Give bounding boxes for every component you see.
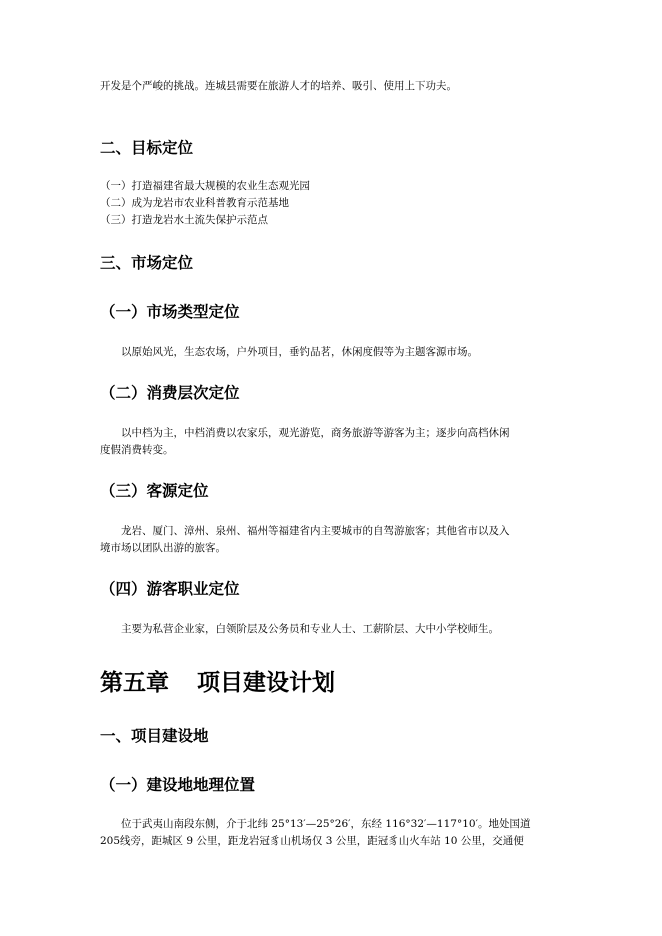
consumption-paragraph-line-1: 以中档为主，中档消费以农家乐，观光游览，商务旅游等游客为主；逐步向高档休闲 <box>121 427 510 439</box>
chapter-number: 第五章 <box>100 669 169 696</box>
section-heading-goal: 二、目标定位 <box>100 139 194 157</box>
section-heading-market: 三、市场定位 <box>100 254 194 272</box>
subheading-consumption-level: （二）消费层次定位 <box>100 384 240 402</box>
subheading-occupation: （四）游客职业定位 <box>100 580 240 598</box>
source-paragraph-line-2: 境市场以团队出游的旅客。 <box>100 542 226 554</box>
chapter-title: 项目建设计划 <box>197 669 335 696</box>
source-paragraph-line-1: 龙岩、厦门、漳州、泉州、福州等福建省内主要城市的自驾游旅客；其他省市以及入 <box>121 525 510 537</box>
goal-item-2: （二）成为龙岩市农业科普教育示范基地 <box>100 197 289 209</box>
goal-item-1: （一）打造福建省最大规模的农业生态观光园 <box>100 180 310 192</box>
market-type-paragraph: 以原始风光，生态农场，户外项目，垂钓品茗，休闲度假等为主题客源市场。 <box>121 346 478 358</box>
geo-paragraph-line-1: 位于武夷山南段东侧，介于北纬 25°13′—25°26′，东经 116°32′—117°10′。地处国道 <box>121 818 531 830</box>
consumption-paragraph-line-2: 度假消费转变。 <box>100 444 174 456</box>
occupation-paragraph: 主要为私营企业家，白领阶层及公务员和专业人士、工薪阶层、大中小学校师生。 <box>121 623 499 635</box>
section-heading-site: 一、项目建设地 <box>100 727 209 745</box>
chapter-heading <box>100 664 335 697</box>
goal-item-3: （三）打造龙岩水土流失保护示范点 <box>100 214 268 226</box>
subheading-source: （三）客源定位 <box>100 482 209 500</box>
intro-paragraph: 开发是个严峻的挑战。连城县需要在旅游人才的培养、吸引、使用上下功夫。 <box>100 80 457 92</box>
geo-paragraph-line-2: 205线旁，距城区 9 公里，距龙岩冠豸山机场仅 3 公里，距冠豸山火车站 10 公里，交通便 <box>100 835 524 847</box>
subheading-market-type: （一）市场类型定位 <box>100 303 240 321</box>
subheading-geo-location: （一）建设地地理位置 <box>100 776 256 794</box>
